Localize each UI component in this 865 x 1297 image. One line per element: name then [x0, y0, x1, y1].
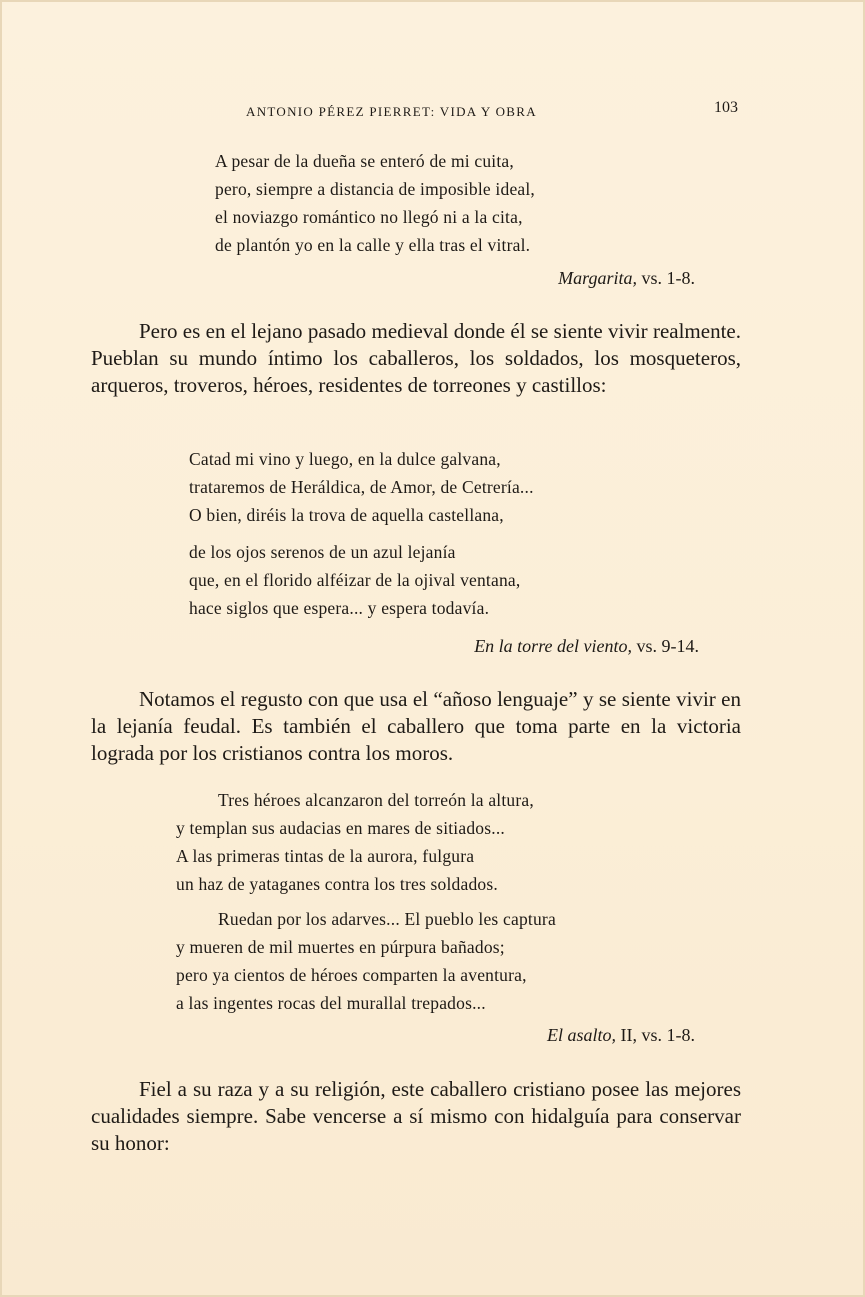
verse-line: A pesar de la dueña se enteró de mi cuita, — [215, 151, 514, 171]
citation-work-title: El asalto, — [546, 1025, 616, 1045]
citation-verses: II, vs. 1-8. — [620, 1025, 695, 1045]
verse-line: que, en el florido alféizar de la ojival ventana, — [189, 570, 521, 590]
body-paragraph — [91, 686, 741, 767]
verse-line: de plantón yo en la calle y ella tras el vitral. — [215, 235, 531, 255]
citation-verses: vs. 9-14. — [636, 636, 699, 656]
poem-stanza-margarita — [215, 147, 535, 259]
verse-line: el noviazgo romántico no llegó ni a la cita, — [215, 207, 523, 227]
verse-line: Ruedan por los adarves... El pueblo les captura — [218, 909, 556, 929]
body-paragraph — [91, 1076, 741, 1157]
poem-stanza-asalto-2 — [176, 905, 556, 1017]
verse-line: a las ingentes rocas del murallal trepados... — [176, 993, 486, 1013]
poem-stanza-torre-2 — [189, 538, 520, 622]
verse-line: O bien, diréis la trova de aquella castellana, — [189, 505, 504, 525]
verse-line: Catad mi vino y luego, en la dulce galvana, — [189, 449, 501, 469]
citation-torre-del-viento — [474, 636, 699, 657]
paragraph-text: Pero es en el lejano pasado medieval donde él se siente vivir realmente. Pueblan su mundo íntimo los caballeros, los soldados, los mosqueteros, arqueros, troveros, héroes, residentes de torreones y castillos: — [91, 319, 741, 397]
verse-line: A las primeras tintas de la aurora, fulgura — [176, 846, 475, 866]
verse-line: Tres héroes alcanzaron del torreón la altura, — [218, 790, 534, 810]
verse-line: hace siglos que espera... y espera todavía. — [189, 598, 490, 618]
verse-line: pero, siempre a distancia de imposible ideal, — [215, 179, 536, 199]
citation-el-asalto — [547, 1025, 695, 1046]
paragraph-text: Notamos el regusto con que usa el “añoso lenguaje” y se siente vivir en la lejanía feudal. Es también el caballero que toma parte en la victoria lograda por los cristianos contra los moros. — [91, 687, 741, 765]
paragraph-text: Fiel a su raza y a su religión, este caballero cristiano posee las mejores cualidades siempre. Sabe vencerse a sí mismo con hidalguía para conservar su honor: — [91, 1077, 741, 1155]
poem-stanza-torre-1 — [189, 445, 534, 529]
citation-work-title: En la torre del viento, — [474, 636, 632, 656]
running-title: ANTONIO PÉREZ PIERRET: VIDA Y OBRA — [246, 104, 537, 119]
page-number: 103 — [714, 99, 738, 116]
citation-margarita — [558, 268, 695, 289]
citation-verses: vs. 1-8. — [641, 268, 695, 288]
verse-line: pero ya cientos de héroes comparten la aventura, — [176, 965, 527, 985]
body-paragraph — [91, 318, 741, 399]
verse-line: trataremos de Heráldica, de Amor, de Cetrería... — [189, 477, 534, 497]
poem-stanza-asalto-1 — [176, 786, 534, 898]
verse-line: y templan sus audacias en mares de sitiados... — [176, 818, 505, 838]
verse-line: un haz de yataganes contra los tres soldados. — [176, 874, 498, 894]
verse-line: de los ojos serenos de un azul lejanía — [189, 542, 456, 562]
citation-work-title: Margarita, — [558, 268, 637, 288]
verse-line: y mueren de mil muertes en púrpura bañados; — [176, 937, 505, 957]
